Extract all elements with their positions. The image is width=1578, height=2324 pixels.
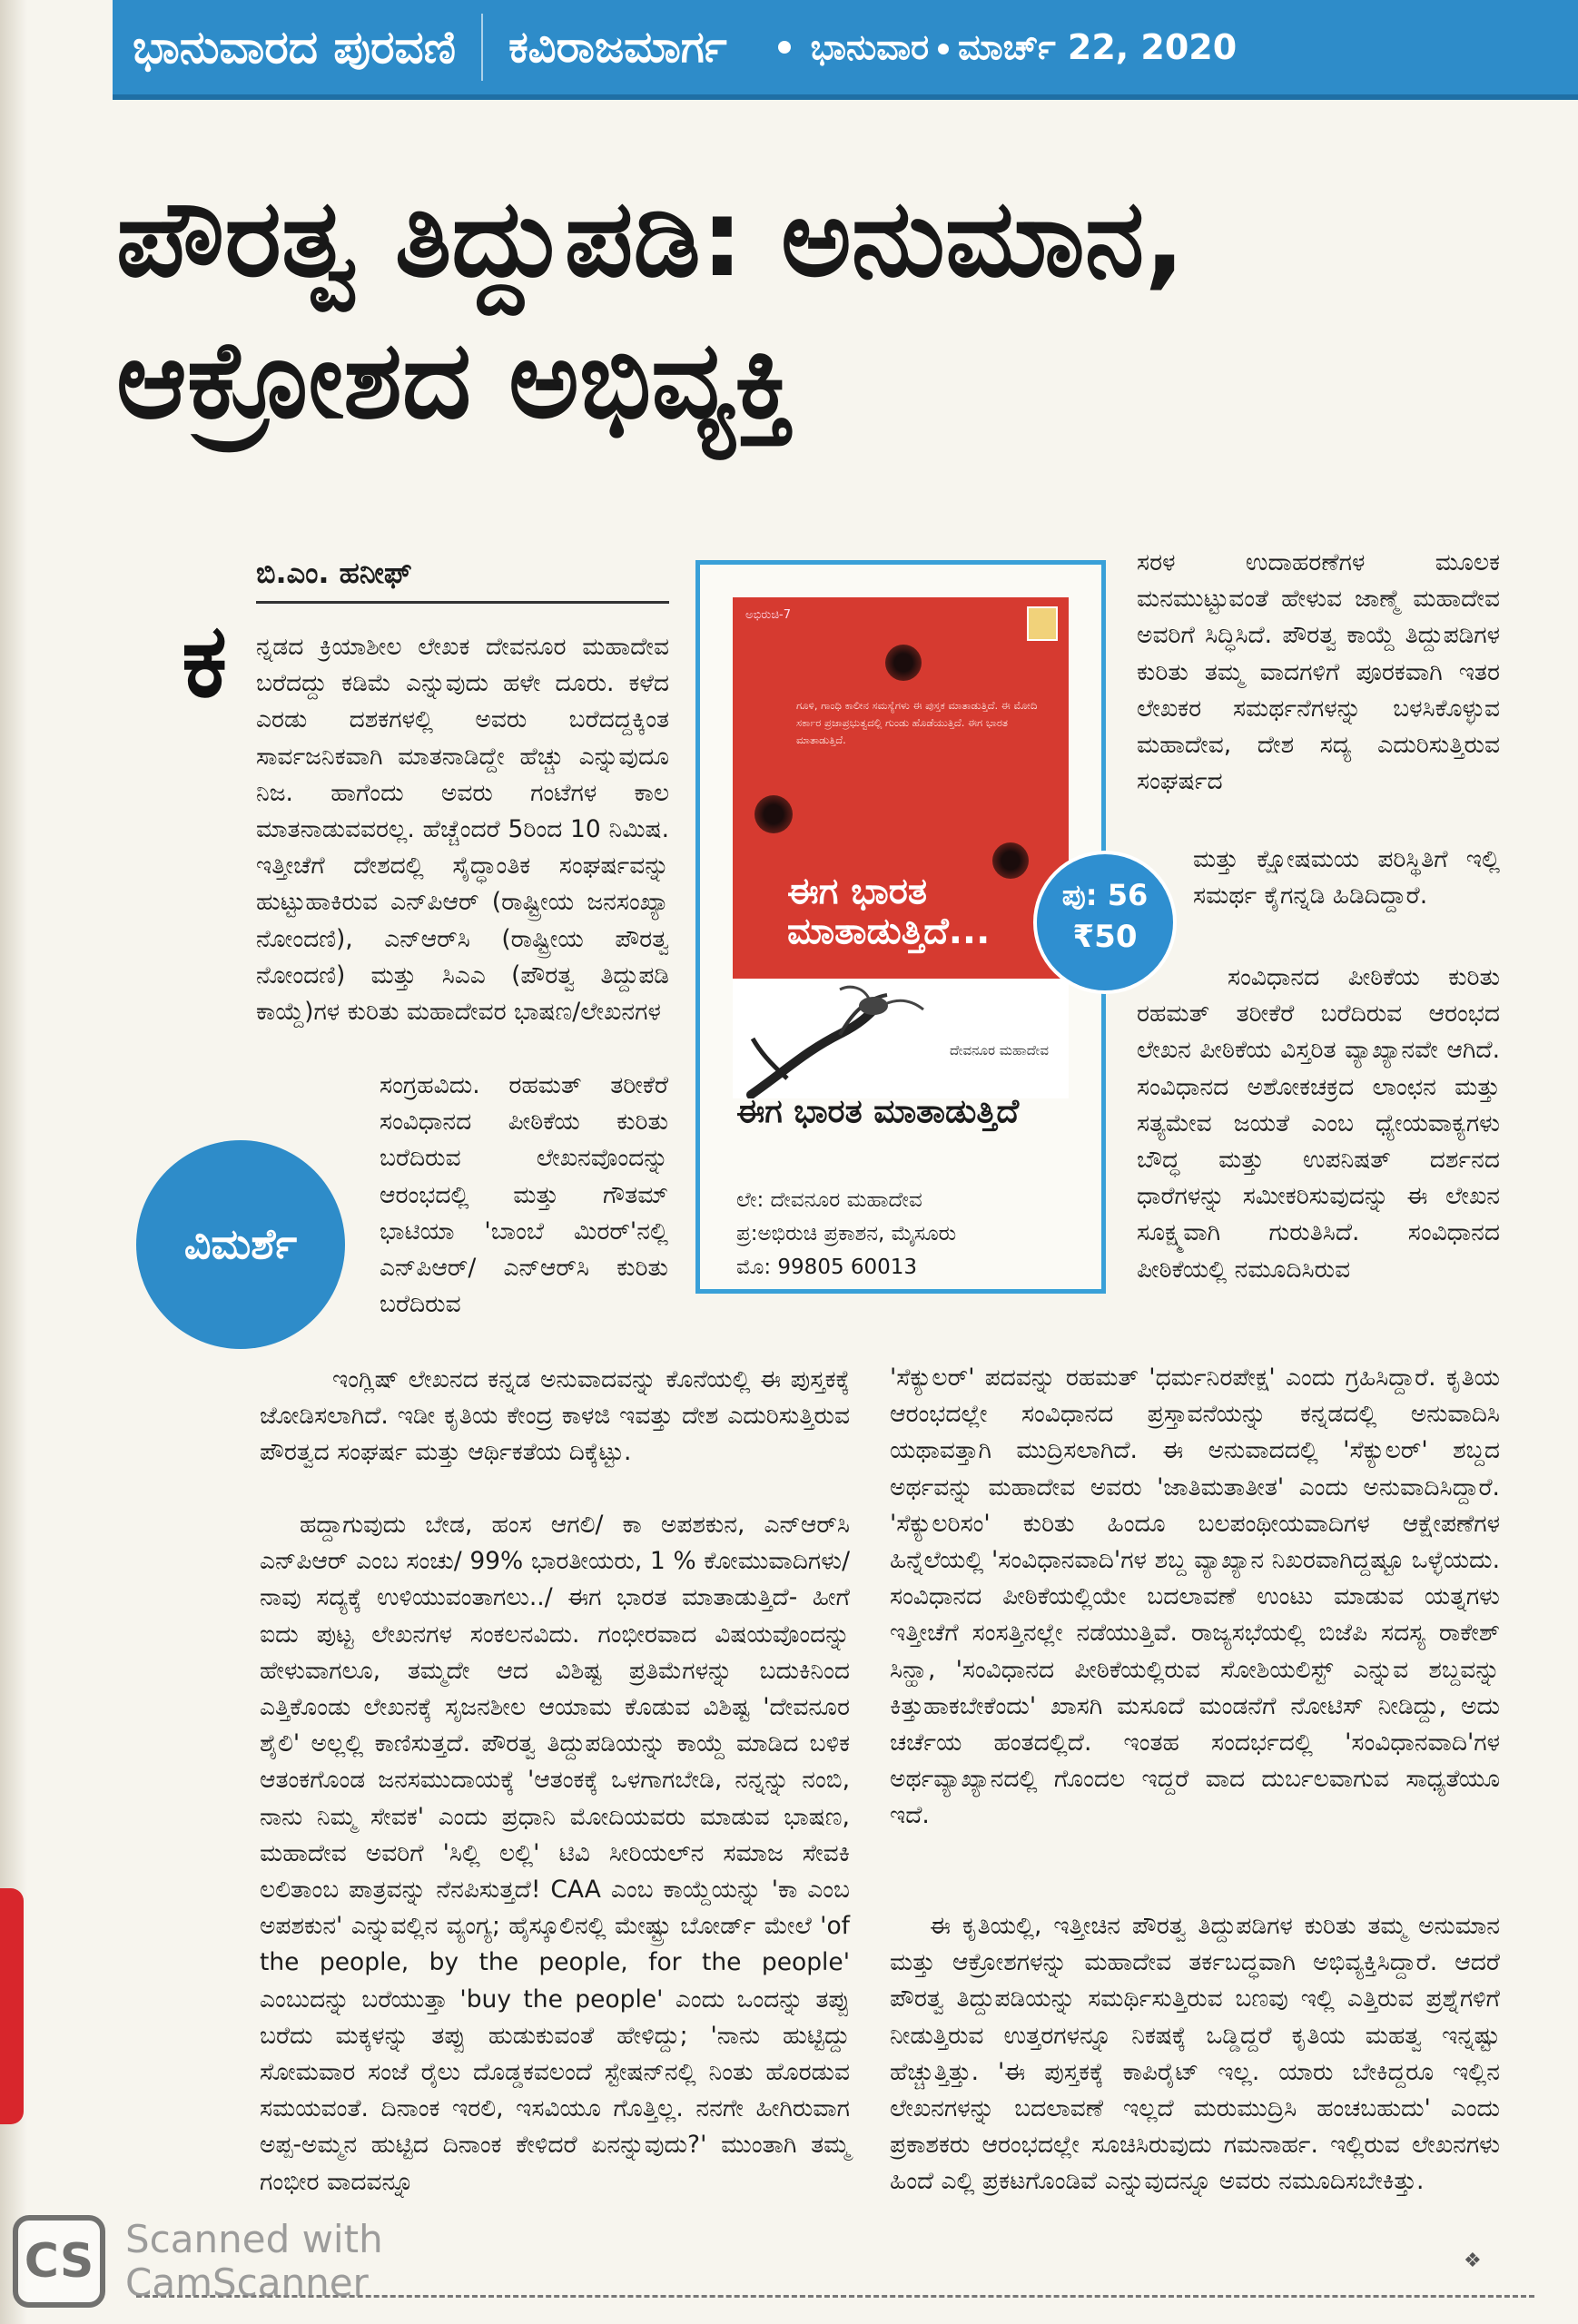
drop-cap: ಕ <box>182 602 228 720</box>
article-col1-top: ನ್ನಡದ ಕ್ರಿಯಾಶೀಲ ಲೇಖಕ ದೇವನೂರ ಮಹಾದೇವ ಬರೆದದ್ದು ಕಡಿಮೆ ಎನ್ನುವುದು ಹಳೇ ದೂರು. ಕಳೆದ ಎರಡು ದಶಕಗಳಲ್ಲಿ ಅವರು ಬರೆದದ್ದಕ್ಕಿಂತ ಸಾರ್ವಜನಿಕವಾಗಿ ಮಾತನಾಡಿದ್ದೇ ಹೆಚ್ಚು ಎನ್ನುವುದೂ ನಿಜ. ಹಾಗೆಂದು ಅವರು ಗಂಟೆಗಳ ಕಾಲ ಮಾತನಾಡುವವರಲ್ಲ. ಹೆಚ್ಚೆಂದರೆ 5ರಿಂದ 10 ನಿಮಿಷ. ಇತ್ತೀಚೆಗೆ ದೇಶದಲ್ಲಿ ಸೈದ್ಧಾಂತಿಕ ಸಂಘರ್ಷವನ್ನು ಹುಟ್ಟುಹಾಕಿರುವ ಎನ್‌ಪಿಆರ್ (ರಾಷ್ಟ್ರೀಯ ಜನಸಂಖ್ಯಾ ನೋಂದಣಿ), ಎನ್‌ಆರ್‌ಸಿ (ರಾಷ್ಟ್ರೀಯ ಪೌರತ್ವ ನೋಂದಣಿ) ಮತ್ತು ಸಿಎಎ (ಪೌರತ್ವ ತಿದ್ದುಪಡಿ ಕಾಯ್ದೆ)ಗಳ ಕುರಿತು ಮಹಾದೇವರ ಭಾಷಣ/ಲೇಖನಗಳ <box>256 633 669 1027</box>
article-col1-bottom: ಇಂಗ್ಲಿಷ್ ಲೇಖನದ ಕನ್ನಡ ಅನುವಾದವನ್ನು ಕೊನೆಯಲ್ಲಿ ಈ ಪುಸ್ತಕಕ್ಕೆ ಜೋಡಿಸಲಾಗಿದೆ. ಇಡೀ ಕೃತಿಯ ಕೇಂದ್ರ ಕಾಳಜಿ ಇವತ್ತು ದೇಶ ಎದುರಿಸುತ್ತಿರುವ ಪೌರತ್ವದ ಸಂಘರ್ಷ ಮತ್ತು ಆರ್ಥಿಕತೆಯ ದಿಕ್ಕೆಟ್ಟು. <box>260 1365 850 1467</box>
book-details <box>736 1184 956 1285</box>
issue-date: ಭಾನುವಾರ ಮಾರ್ಚ್ 22, 2020 <box>810 26 1238 67</box>
watermark-line-2: CamScanner <box>125 2260 369 2305</box>
camscanner-watermark <box>13 2215 383 2308</box>
adjacent-page-red-strip <box>0 1888 24 2124</box>
watermark-text <box>125 2218 383 2305</box>
camscanner-logo-icon: CS <box>13 2215 105 2308</box>
publisher-logo-icon <box>1027 606 1058 641</box>
book-cover <box>733 597 1069 1098</box>
cover-author-name: ದೇವನೂರ ಮಹಾದೇವ <box>949 1042 1049 1059</box>
watermark-line-1: Scanned with <box>125 2217 383 2261</box>
publisher-phone: ಮೊ: 99805 60013 <box>736 1256 918 1279</box>
page-count: ಪು: 56 <box>1061 878 1149 912</box>
header-band <box>113 0 1578 100</box>
book-publisher: ಪ್ರ:ಅಭಿರುಚಿ ಪ್ರಕಾಶನ, ಮೈಸೂರು <box>736 1222 957 1246</box>
headline-line-1: ಪೌರತ್ವ ತಿದ್ದುಪಡಿ: ಅನುಮಾನ, <box>116 175 1186 300</box>
cover-title: ಈಗ ಭಾರತ ಮಾತಾಡುತ್ತಿದೆ... <box>787 871 991 952</box>
article-col1-mid: ಸಂಗ್ರಹವಿದು. ರಹಮತ್ ತರೀಕೆರೆ ಸಂವಿಧಾನದ ಪೀಠಿಕೆಯ ಕುರಿತು ಬರೆದಿರುವ ಲೇಖನವೊಂದನ್ನು ಆರಂಭದಲ್ಲಿ ಮತ್ತು ಗೌತಮ್ ಭಾಟಿಯಾ 'ಬಾಂಬೆ ಮಿರರ್'ನಲ್ಲಿ ಎನ್‌ಪಿಆರ್/ ಎನ್‌ಆರ್‌ಸಿ ಕುರಿತು ಬರೆದಿರುವ <box>380 1071 668 1319</box>
book-price: ₹50 <box>1072 919 1138 955</box>
section-title: ಭಾನುವಾರದ ಪುರವಣಿ <box>133 20 457 74</box>
header-divider <box>481 14 483 81</box>
article-col3-paragraph-2: ಸಂವಿಧಾನದ ಪೀಠಿಕೆಯ ಕುರಿತು ರಹಮತ್ ತರೀಕೆರೆ ಬರೆದಿರುವ ಆರಂಭದ ಲೇಖನ ಪೀಠಿಕೆಯ ವಿಸ್ತರಿತ ವ್ಯಾಖ್ಯಾನವೇ ಆಗಿದೆ. ಸಂವಿಧಾನದ ಅಶೋಕಚಕ್ರದ ಲಾಂಛನ ಮತ್ತು ಸತ್ಯಮೇವ ಜಯತೆ ಎಂಬ ಧ್ಯೇಯವಾಕ್ಯಗಳು ಬೌದ್ಧ ಮತ್ತು ಉಪನಿಷತ್ ದರ್ಶನದ ಧಾರೆಗಳನ್ನು ಸಮೀಕರಿಸುವುದನ್ನು ಈ ಲೇಖನ ಸೂಕ್ಷ್ಮವಾಗಿ ಗುರುತಿಸಿದೆ. ಸಂವಿಧಾನದ ಪೀಠಿಕೆಯಲ್ಲಿ ನಮೂದಿಸಿರುವ <box>1137 963 1500 1284</box>
bullet-hole-icon <box>885 645 922 681</box>
bullet-hole-icon <box>754 795 793 833</box>
article-col2-bottom: 'ಸೆಕ್ಯುಲರ್' ಪದವನ್ನು ರಹಮತ್ 'ಧರ್ಮನಿರಪೇಕ್ಷ' ಎಂದು ಗ್ರಹಿಸಿದ್ದಾರೆ. ಕೃತಿಯ ಆರಂಭದಲ್ಲೇ ಸಂವಿಧಾನದ ಪ್ರಸ್ತಾವನೆಯನ್ನು ಕನ್ನಡದಲ್ಲಿ ಅನುವಾದಿಸಿ ಯಥಾವತ್ತಾಗಿ ಮುದ್ರಿಸಲಾಗಿದೆ. ಈ ಅನುವಾದದಲ್ಲಿ 'ಸೆಕ್ಯುಲರ್' ಶಬ್ದದ ಅರ್ಥವನ್ನು ಮಹಾದೇವ ಅವರು 'ಜಾತಿಮತಾತೀತ' ಎಂದು ಅನುವಾದಿಸಿದ್ದಾರೆ. 'ಸೆಕ್ಯುಲರಿಸಂ' ಕುರಿತು ಹಿಂದೂ ಬಲಪಂಥೀಯವಾದಿಗಳ ಆಕ್ಷೇಪಣೆಗಳ ಹಿನ್ನೆಲೆಯಲ್ಲಿ 'ಸಂವಿಧಾನವಾದಿ'ಗಳ ಶಬ್ದ ವ್ಯಾಖ್ಯಾನ ನಿಖರವಾಗಿದ್ದಷ್ಟೂ ಒಳ್ಳೆಯದು. ಸಂವಿಧಾನದ ಪೀಠಿಕೆಯಲ್ಲಿಯೇ ಬದಲಾವಣೆ ಉಂಟು ಮಾಡುವ ಯತ್ನಗಳು ಇತ್ತೀಚೆಗೆ ಸಂಸತ್ತಿನಲ್ಲೇ ನಡೆಯುತ್ತಿವೆ. ರಾಜ್ಯಸಭೆಯಲ್ಲಿ ಬಿಜೆಪಿ ಸದಸ್ಯ ರಾಕೇಶ್ ಸಿನ್ಹಾ, 'ಸಂವಿಧಾನದ ಪೀಠಿಕೆಯಲ್ಲಿರುವ ಸೋಶಿಯಲಿಸ್ಟ್ ಎನ್ನುವ ಶಬ್ದವನ್ನು ಕಿತ್ತುಹಾಕಬೇಕೆಂದು' ಖಾಸಗಿ ಮಸೂದೆ ಮಂಡನೆಗೆ ನೋಟಿಸ್ ನೀಡಿದ್ದು, ಅದು ಚರ್ಚೆಯ ಹಂತದಲ್ಲಿದೆ. ಇಂತಹ ಸಂದರ್ಭದಲ್ಲಿ 'ಸಂವಿಧಾನವಾದಿ'ಗಳ ಅರ್ಥವ್ಯಾಖ್ಯಾನದಲ್ಲಿ ಗೊಂದಲ ಇದ್ದರೆ ವಾದ ದುರ್ಬಲವಾಗುವ ಸಾಧ್ಯತೆಯೂ ಇದೆ. <box>890 1364 1500 1830</box>
byline: ಬಿ.ಎಂ. ಹನೀಫ್ <box>256 556 412 590</box>
byline-rule <box>256 601 669 604</box>
review-badge: ವಿಮರ್ಶೆ <box>136 1140 345 1349</box>
book-title: ಈಗ ಭಾರತ ಮಾತಾಡುತ್ತಿದೆ <box>736 1093 1020 1130</box>
headline-line-2: ಆಕ್ರೋಶದ ಅಭಿವ್ಯಕ್ತಿ <box>116 316 794 442</box>
headline <box>116 168 1533 451</box>
article-col2-paragraph-2: ಈ ಕೃತಿಯಲ್ಲಿ, ಇತ್ತೀಚಿನ ಪೌರತ್ವ ತಿದ್ದುಪಡಿಗಳ ಕುರಿತು ತಮ್ಮ ಅನುಮಾನ ಮತ್ತು ಆಕ್ರೋಶಗಳನ್ನು ಮಹಾದೇವ ತರ್ಕಬದ್ಧವಾಗಿ ಅಭಿವ್ಯಕ್ತಿಸಿದ್ದಾರೆ. ಆದರೆ ಪೌರತ್ವ ತಿದ್ದುಪಡಿಯನ್ನು ಸಮರ್ಥಿಸುತ್ತಿರುವ ಬಣವು ಇಲ್ಲಿ ಎತ್ತಿರುವ ಪ್ರಶ್ನೆಗಳಿಗೆ ನೀಡುತ್ತಿರುವ ಉತ್ತರಗಳನ್ನೂ ನಿಕಷಕ್ಕೆ ಒಡ್ಡಿದ್ದರೆ ಕೃತಿಯ ಮಹತ್ವ ಇನ್ನಷ್ಟು ಹೆಚ್ಚುತ್ತಿತ್ತು. 'ಈ ಪುಸ್ತಕಕ್ಕೆ ಕಾಪಿರೈಟ್ ಇಲ್ಲ. ಯಾರು ಬೇಕಿದ್ದರೂ ಇಲ್ಲಿನ ಲೇಖನಗಳನ್ನು ಬದಲಾವಣೆ ಇಲ್ಲದೆ ಮರುಮುದ್ರಿಸಿ ಹಂಚಬಹುದು' ಎಂದು ಪ್ರಕಾಶಕರು ಆರಂಭದಲ್ಲೇ ಸೂಚಿಸಿರುವುದು ಗಮನಾರ್ಹ. ಇಲ್ಲಿರುವ ಲೇಖನಗಳು ಹಿಂದೆ ಎಲ್ಲಿ ಪ್ರಕಟಗೊಂಡಿವೆ ಎನ್ನುವುದನ್ನೂ ಅವರು ನಮೂದಿಸಬೇಕಿತ್ತು. <box>890 1912 1500 2196</box>
cover-illustration <box>733 979 1069 1098</box>
article-col3-short: ಮತ್ತು ಕ್ಷೋಷಮಯ ಪರಿಸ್ಥಿತಿಗೆ ಇಲ್ಲಿ ಸಮರ್ಥ ಕೈಗನ್ನಡಿ ಹಿಡಿದಿದ್ದಾರೆ. <box>1193 845 1500 911</box>
end-mark-icon: ❖ <box>1464 2250 1482 2272</box>
column-title: ಕವಿರಾಜಮಾರ್ಗ <box>508 21 727 73</box>
article-col3-top: ಸರಳ ಉದಾಹರಣೆಗಳ ಮೂಲಕ ಮನಮುಟ್ಟುವಂತೆ ಹೇಳುವ ಜಾಣ್ಮೆ ಮಹಾದೇವ ಅವರಿಗೆ ಸಿದ್ಧಿಸಿದೆ. ಪೌರತ್ವ ಕಾಯ್ದೆ ತಿದ್ದುಪಡಿಗಳ ಕುರಿತು ತಮ್ಮ ವಾದಗಳಿಗೆ ಪೂರಕವಾಗಿ ಇತರ ಲೇಖಕರ ಸಮರ್ಥನೆಗಳನ್ನು ಬಳಸಿಕೊಳ್ಳುವ ಮಹಾದೇವ, ದೇಶ ಸದ್ಯ ಎದುರಿಸುತ್ತಿರುವ ಸಂಘರ್ಷದ <box>1137 548 1500 796</box>
tree-bird-illustration-icon <box>733 979 1069 1098</box>
book-author: ಲೇ: ದೇವನೂರ ಮಹಾದೇವ <box>736 1188 922 1212</box>
cover-publisher-label: ಅಭಿರುಚಿ-7 <box>745 608 792 622</box>
price-badge <box>1033 851 1177 994</box>
cover-quote-text: ಗೂಳಿ, ಗಾಂಧಿ ಕಾಲೀನ ಸಮಸ್ಯೆಗಳು ಈ ಪುಸ್ತಕ ಮಾತಾಡುತ್ತಿದೆ. ಈ ಮೋದಿ ಸರ್ಕಾರ ಪ್ರಜಾಪ್ರಭುತ್ವದಲ್ಲಿ ಗುಂಡು ಹೊಡೆಯುತ್ತಿದೆ. ಈಗ ಭಾರತ ಮಾತಾಡುತ್ತಿದೆ. <box>796 699 1038 746</box>
article-col1-paragraph-2: ಹದ್ದಾಗುವುದು ಬೇಡ, ಹಂಸ ಆಗಲಿ/ ಕಾ ಅಪಶಕುನ, ಎನ್‌ಆರ್‌ಸಿ ಎನ್‌ಪಿಆರ್ ಎಂಬ ಸಂಚು/ 99% ಭಾರತೀಯರು, 1 % ಕೋಮುವಾದಿಗಳು/ ನಾವು ಸದ್ಯಕ್ಕೆ ಉಳಿಯುವಂತಾಗಲು../ ಈಗ ಭಾರತ ಮಾತಾಡುತ್ತಿದೆ- ಹೀಗೆ ಐದು ಪುಟ್ಟ ಲೇಖನಗಳ ಸಂಕಲನವಿದು. ಗಂಭೀರವಾದ ವಿಷಯವೊಂದನ್ನು ಹೇಳುವಾಗಲೂ, ತಮ್ಮದೇ ಆದ ವಿಶಿಷ್ಟ ಪ್ರತಿಮೆಗಳನ್ನು ಬದುಕಿನಿಂದ ಎತ್ತಿಕೊಂಡು ಲೇಖನಕ್ಕೆ ಸೃಜನಶೀಲ ಆಯಾಮ ಕೊಡುವ ವಿಶಿಷ್ಟ 'ದೇವನೂರ ಶೈಲಿ' ಅಲ್ಲಲ್ಲಿ ಕಾಣಿಸುತ್ತದೆ. ಪೌರತ್ವ ತಿದ್ದುಪಡಿಯನ್ನು ಕಾಯ್ದೆ ಮಾಡಿದ ಬಳಿಕ ಆತಂಕಗೊಂಡ ಜನಸಮುದಾಯಕ್ಕೆ 'ಆತಂಕಕ್ಕೆ ಒಳಗಾಗಬೇಡಿ, ನನ್ನನ್ನು ನಂಬಿ, ನಾನು ನಿಮ್ಮ ಸೇವಕ' ಎಂದು ಪ್ರಧಾನಿ ಮೋದಿಯವರು ಮಾಡುವ ಭಾಷಣ, ಮಹಾದೇವ ಅವರಿಗೆ 'ಸಿಲ್ಲಿ ಲಲ್ಲಿ' ಟಿವಿ ಸೀರಿಯಲ್‌ನ ಸಮಾಜ ಸೇವಕಿ ಲಲಿತಾಂಬ ಪಾತ್ರವನ್ನು ನೆನಪಿಸುತ್ತದೆ! CAA ಎಂಬ ಕಾಯ್ದೆಯನ್ನು 'ಕಾ ಎಂಬ ಅಪಶಕುನ' ಎನ್ನುವಲ್ಲಿನ ವ್ಯಂಗ್ಯ; ಹೈಸ್ಕೂಲಿನಲ್ಲಿ ಮೇಷ್ಟ್ರು ಬೋರ್ಡ್ ಮೇಲೆ 'of the people, by the people, for the people' ಎಂಬುದನ್ನು ಬರೆಯುತ್ತಾ 'buy the people' ಎಂದು ಒಂದನ್ನು ತಪ್ಪು ಬರೆದು ಮಕ್ಕಳನ್ನು ತಪ್ಪು ಹುಡುಕುವಂತೆ ಹೇಳಿದ್ದು; 'ನಾನು ಹುಟ್ಟಿದ್ದು ಸೋಮವಾರ ಸಂಜೆ ರೈಲು ದೊಡ್ಡಕವಲಂದೆ ಸ್ಟೇಷನ್‌ನಲ್ಲಿ ನಿಂತು ಹೊರಡುವ ಸಮಯವಂತೆ. ದಿನಾಂಕ ಇರಲಿ, ಇಸವಿಯೂ ಗೊತ್ತಿಲ್ಲ. ನನಗೇ ಹೀಗಿರುವಾಗ ಅಪ್ಪ-ಅಮ್ಮನ ಹುಟ್ಟಿದ ದಿನಾಂಕ ಕೇಳಿದರೆ ಏನನ್ನುವುದು?' ಮುಂತಾಗಿ ತಮ್ಮ ಗಂಭೀರ ವಾದವನ್ನೂ <box>260 1511 850 2196</box>
header-dot-icon <box>778 41 791 54</box>
